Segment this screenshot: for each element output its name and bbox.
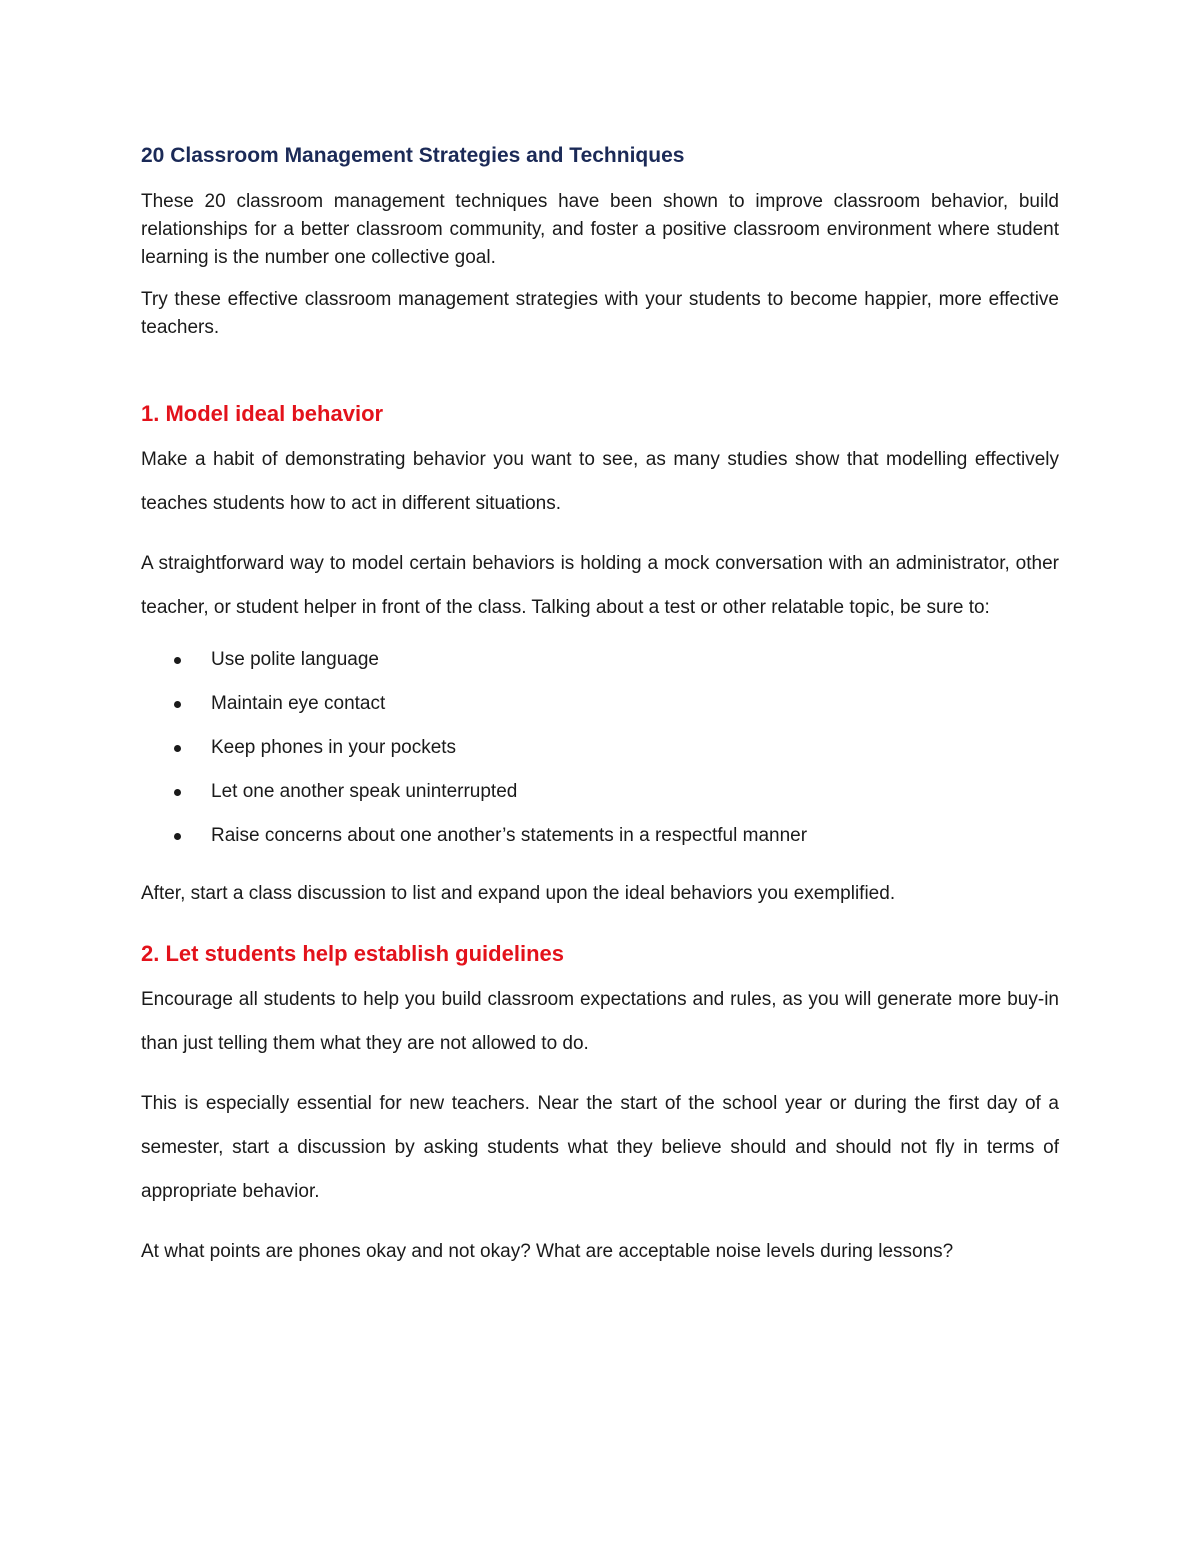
bullet-item bbox=[141, 770, 1059, 814]
section-paragraph: At what points are phones okay and not okay? What are acceptable noise levels during lessons? bbox=[141, 1241, 954, 1262]
document-page bbox=[141, 138, 1059, 1274]
bullet-dot-icon bbox=[174, 657, 181, 664]
bullet-item bbox=[141, 638, 1059, 682]
section-paragraph: A straightforward way to model certain behaviors is holding a mock conversation with an administrator, other teacher, or student helper in front of the class. Talking about a test or other relatable topic, be sure to: bbox=[141, 553, 1059, 618]
bullet-text: Use polite language bbox=[211, 649, 379, 670]
section-paragraph: This is especially essential for new teachers. Near the start of the school year or during the first day of a semester, start a discussion by asking students what they believe should and should not fly in terms of appropriate behavior. bbox=[141, 1093, 1059, 1202]
bullet-dot-icon bbox=[174, 745, 181, 752]
section-closing-paragraph: After, start a class discussion to list and expand upon the ideal behaviors you exemplified. bbox=[141, 883, 896, 904]
bullet-item bbox=[141, 682, 1059, 726]
bullet-text: Raise concerns about one another’s statements in a respectful manner bbox=[211, 825, 808, 846]
bullet-item bbox=[141, 726, 1059, 770]
bullet-text: Let one another speak uninterrupted bbox=[211, 781, 518, 802]
bullet-dot-icon bbox=[174, 701, 181, 708]
intro-paragraph: Try these effective classroom management strategies with your students to become happier, more effective teachers. bbox=[141, 289, 1059, 338]
section-paragraph: Encourage all students to help you build classroom expectations and rules, as you will generate more buy-in than just telling them what they are not allowed to do. bbox=[141, 989, 1059, 1054]
document-title: 20 Classroom Management Strategies and Techniques bbox=[141, 144, 685, 167]
section-heading-model-ideal-behavior: 1. Model ideal behavior bbox=[141, 401, 384, 426]
bullet-item bbox=[141, 814, 1059, 858]
intro-paragraph: These 20 classroom management techniques have been shown to improve classroom behavior, build relationships for a better classroom community, and foster a positive classroom environment where student learning is the number one collective goal. bbox=[141, 191, 1059, 268]
bullet-text: Maintain eye contact bbox=[211, 693, 386, 714]
section-heading-establish-guidelines: 2. Let students help establish guidelines bbox=[141, 941, 564, 966]
bullet-dot-icon bbox=[174, 789, 181, 796]
bullet-dot-icon bbox=[174, 833, 181, 840]
bullet-text: Keep phones in your pockets bbox=[211, 737, 457, 758]
section-paragraph: Make a habit of demonstrating behavior you want to see, as many studies show that modelling effectively teaches students how to act in different situations. bbox=[141, 449, 1059, 514]
bullet-list bbox=[141, 638, 1059, 858]
